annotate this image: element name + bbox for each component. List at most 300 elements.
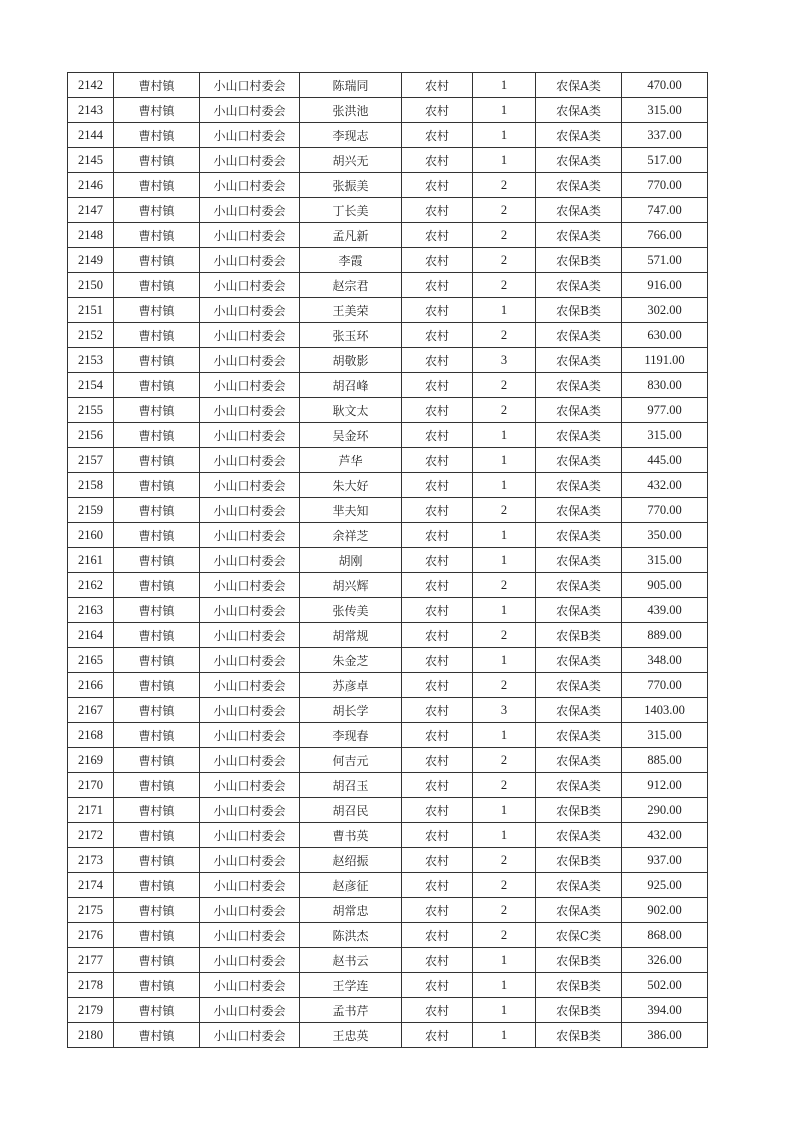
household-type-cell: 农村 — [402, 423, 473, 448]
category-cell: 农保A类 — [536, 898, 622, 923]
household-type-cell: 农村 — [402, 673, 473, 698]
table-row — [68, 798, 708, 823]
row-id-cell: 2161 — [68, 548, 114, 573]
household-type-cell: 农村 — [402, 173, 473, 198]
person-count-cell: 2 — [473, 273, 536, 298]
category-cell: 农保A类 — [536, 573, 622, 598]
table-row — [68, 848, 708, 873]
row-id-cell: 2170 — [68, 773, 114, 798]
village-cell: 小山口村委会 — [200, 623, 300, 648]
row-id-cell: 2174 — [68, 873, 114, 898]
row-id-cell: 2176 — [68, 923, 114, 948]
person-count-cell: 2 — [473, 573, 536, 598]
table-row — [68, 223, 708, 248]
row-id-cell: 2152 — [68, 323, 114, 348]
amount-cell: 517.00 — [622, 148, 708, 173]
name-cell: 胡召民 — [300, 798, 402, 823]
row-id-cell: 2166 — [68, 673, 114, 698]
village-cell: 小山口村委会 — [200, 673, 300, 698]
table-row — [68, 448, 708, 473]
name-cell: 吴金环 — [300, 423, 402, 448]
category-cell: 农保A类 — [536, 198, 622, 223]
row-id-cell: 2142 — [68, 73, 114, 98]
household-type-cell: 农村 — [402, 348, 473, 373]
person-count-cell: 2 — [473, 898, 536, 923]
amount-cell: 1403.00 — [622, 698, 708, 723]
name-cell: 芈夫知 — [300, 498, 402, 523]
village-cell: 小山口村委会 — [200, 498, 300, 523]
town-cell: 曹村镇 — [114, 173, 200, 198]
household-type-cell: 农村 — [402, 723, 473, 748]
name-cell: 孟凡新 — [300, 223, 402, 248]
category-cell: 农保A类 — [536, 548, 622, 573]
amount-cell: 432.00 — [622, 473, 708, 498]
person-count-cell: 3 — [473, 698, 536, 723]
amount-cell: 770.00 — [622, 173, 708, 198]
name-cell: 张振美 — [300, 173, 402, 198]
name-cell: 胡长学 — [300, 698, 402, 723]
name-cell: 胡召玉 — [300, 773, 402, 798]
amount-cell: 925.00 — [622, 873, 708, 898]
table-row — [68, 748, 708, 773]
row-id-cell: 2155 — [68, 398, 114, 423]
row-id-cell: 2153 — [68, 348, 114, 373]
name-cell: 张传美 — [300, 598, 402, 623]
amount-cell: 902.00 — [622, 898, 708, 923]
table-row — [68, 423, 708, 448]
name-cell: 胡兴无 — [300, 148, 402, 173]
amount-cell: 439.00 — [622, 598, 708, 623]
town-cell: 曹村镇 — [114, 73, 200, 98]
table-row — [68, 573, 708, 598]
table-row — [68, 298, 708, 323]
row-id-cell: 2151 — [68, 298, 114, 323]
row-id-cell: 2158 — [68, 473, 114, 498]
row-id-cell: 2175 — [68, 898, 114, 923]
person-count-cell: 1 — [473, 648, 536, 673]
person-count-cell: 2 — [473, 198, 536, 223]
amount-cell: 912.00 — [622, 773, 708, 798]
name-cell: 李现志 — [300, 123, 402, 148]
table-row — [68, 248, 708, 273]
table-row — [68, 323, 708, 348]
row-id-cell: 2145 — [68, 148, 114, 173]
category-cell: 农保A类 — [536, 123, 622, 148]
village-cell: 小山口村委会 — [200, 973, 300, 998]
row-id-cell: 2162 — [68, 573, 114, 598]
village-cell: 小山口村委会 — [200, 773, 300, 798]
household-type-cell: 农村 — [402, 748, 473, 773]
table-row — [68, 923, 708, 948]
category-cell: 农保B类 — [536, 848, 622, 873]
table-body — [68, 73, 708, 1048]
row-id-cell: 2144 — [68, 123, 114, 148]
category-cell: 农保B类 — [536, 973, 622, 998]
person-count-cell: 2 — [473, 848, 536, 873]
row-id-cell: 2172 — [68, 823, 114, 848]
town-cell: 曹村镇 — [114, 698, 200, 723]
amount-cell: 630.00 — [622, 323, 708, 348]
table-row — [68, 723, 708, 748]
table-row — [68, 373, 708, 398]
town-cell: 曹村镇 — [114, 823, 200, 848]
table-row — [68, 648, 708, 673]
row-id-cell: 2157 — [68, 448, 114, 473]
row-id-cell: 2171 — [68, 798, 114, 823]
household-type-cell: 农村 — [402, 498, 473, 523]
person-count-cell: 1 — [473, 73, 536, 98]
category-cell: 农保A类 — [536, 598, 622, 623]
person-count-cell: 1 — [473, 123, 536, 148]
town-cell: 曹村镇 — [114, 248, 200, 273]
town-cell: 曹村镇 — [114, 773, 200, 798]
amount-cell: 766.00 — [622, 223, 708, 248]
household-type-cell: 农村 — [402, 898, 473, 923]
amount-cell: 977.00 — [622, 398, 708, 423]
household-type-cell: 农村 — [402, 773, 473, 798]
person-count-cell: 1 — [473, 523, 536, 548]
name-cell: 余祥芝 — [300, 523, 402, 548]
household-type-cell: 农村 — [402, 398, 473, 423]
household-type-cell: 农村 — [402, 798, 473, 823]
name-cell: 王学连 — [300, 973, 402, 998]
household-type-cell: 农村 — [402, 998, 473, 1023]
amount-cell: 348.00 — [622, 648, 708, 673]
household-type-cell: 农村 — [402, 1023, 473, 1048]
category-cell: 农保A类 — [536, 723, 622, 748]
household-type-cell: 农村 — [402, 648, 473, 673]
household-type-cell: 农村 — [402, 223, 473, 248]
name-cell: 王忠英 — [300, 1023, 402, 1048]
category-cell: 农保B类 — [536, 998, 622, 1023]
person-count-cell: 2 — [473, 498, 536, 523]
household-type-cell: 农村 — [402, 273, 473, 298]
village-cell: 小山口村委会 — [200, 1023, 300, 1048]
household-type-cell: 农村 — [402, 873, 473, 898]
village-cell: 小山口村委会 — [200, 248, 300, 273]
household-type-cell: 农村 — [402, 948, 473, 973]
village-cell: 小山口村委会 — [200, 548, 300, 573]
household-type-cell: 农村 — [402, 148, 473, 173]
household-type-cell: 农村 — [402, 198, 473, 223]
row-id-cell: 2147 — [68, 198, 114, 223]
category-cell: 农保A类 — [536, 748, 622, 773]
village-cell: 小山口村委会 — [200, 848, 300, 873]
table-row — [68, 473, 708, 498]
table-row — [68, 773, 708, 798]
category-cell: 农保A类 — [536, 148, 622, 173]
amount-cell: 386.00 — [622, 1023, 708, 1048]
category-cell: 农保A类 — [536, 523, 622, 548]
village-cell: 小山口村委会 — [200, 948, 300, 973]
household-type-cell: 农村 — [402, 448, 473, 473]
household-type-cell: 农村 — [402, 523, 473, 548]
amount-cell: 470.00 — [622, 73, 708, 98]
row-id-cell: 2146 — [68, 173, 114, 198]
village-cell: 小山口村委会 — [200, 523, 300, 548]
person-count-cell: 2 — [473, 173, 536, 198]
row-id-cell: 2148 — [68, 223, 114, 248]
person-count-cell: 1 — [473, 423, 536, 448]
person-count-cell: 2 — [473, 873, 536, 898]
category-cell: 农保A类 — [536, 473, 622, 498]
person-count-cell: 2 — [473, 748, 536, 773]
town-cell: 曹村镇 — [114, 898, 200, 923]
town-cell: 曹村镇 — [114, 873, 200, 898]
household-type-cell: 农村 — [402, 98, 473, 123]
row-id-cell: 2168 — [68, 723, 114, 748]
row-id-cell: 2165 — [68, 648, 114, 673]
household-type-cell: 农村 — [402, 323, 473, 348]
amount-cell: 905.00 — [622, 573, 708, 598]
village-cell: 小山口村委会 — [200, 273, 300, 298]
village-cell: 小山口村委会 — [200, 473, 300, 498]
town-cell: 曹村镇 — [114, 398, 200, 423]
town-cell: 曹村镇 — [114, 448, 200, 473]
person-count-cell: 1 — [473, 298, 536, 323]
town-cell: 曹村镇 — [114, 223, 200, 248]
village-cell: 小山口村委会 — [200, 998, 300, 1023]
person-count-cell: 3 — [473, 348, 536, 373]
category-cell: 农保B类 — [536, 948, 622, 973]
row-id-cell: 2179 — [68, 998, 114, 1023]
person-count-cell: 1 — [473, 598, 536, 623]
village-cell: 小山口村委会 — [200, 798, 300, 823]
amount-cell: 445.00 — [622, 448, 708, 473]
household-type-cell: 农村 — [402, 373, 473, 398]
category-cell: 农保A类 — [536, 73, 622, 98]
town-cell: 曹村镇 — [114, 923, 200, 948]
household-type-cell: 农村 — [402, 298, 473, 323]
category-cell: 农保B类 — [536, 248, 622, 273]
village-cell: 小山口村委会 — [200, 423, 300, 448]
village-cell: 小山口村委会 — [200, 923, 300, 948]
village-cell: 小山口村委会 — [200, 373, 300, 398]
name-cell: 李现春 — [300, 723, 402, 748]
table-row — [68, 973, 708, 998]
name-cell: 苏彦卓 — [300, 673, 402, 698]
row-id-cell: 2150 — [68, 273, 114, 298]
village-cell: 小山口村委会 — [200, 823, 300, 848]
name-cell: 孟书芹 — [300, 998, 402, 1023]
amount-cell: 337.00 — [622, 123, 708, 148]
category-cell: 农保A类 — [536, 223, 622, 248]
town-cell: 曹村镇 — [114, 198, 200, 223]
village-cell: 小山口村委会 — [200, 148, 300, 173]
row-id-cell: 2154 — [68, 373, 114, 398]
table-row — [68, 198, 708, 223]
row-id-cell: 2173 — [68, 848, 114, 873]
row-id-cell: 2160 — [68, 523, 114, 548]
town-cell: 曹村镇 — [114, 148, 200, 173]
table-row — [68, 623, 708, 648]
household-type-cell: 农村 — [402, 73, 473, 98]
row-id-cell: 2163 — [68, 598, 114, 623]
amount-cell: 502.00 — [622, 973, 708, 998]
table-row — [68, 98, 708, 123]
category-cell: 农保A类 — [536, 673, 622, 698]
town-cell: 曹村镇 — [114, 723, 200, 748]
person-count-cell: 2 — [473, 323, 536, 348]
person-count-cell: 1 — [473, 948, 536, 973]
table-row — [68, 998, 708, 1023]
person-count-cell: 2 — [473, 223, 536, 248]
name-cell: 芦华 — [300, 448, 402, 473]
name-cell: 何吉元 — [300, 748, 402, 773]
name-cell: 赵绍振 — [300, 848, 402, 873]
name-cell: 丁长美 — [300, 198, 402, 223]
amount-cell: 868.00 — [622, 923, 708, 948]
town-cell: 曹村镇 — [114, 423, 200, 448]
table-row — [68, 673, 708, 698]
person-count-cell: 1 — [473, 98, 536, 123]
village-cell: 小山口村委会 — [200, 648, 300, 673]
town-cell: 曹村镇 — [114, 98, 200, 123]
town-cell: 曹村镇 — [114, 998, 200, 1023]
table-row — [68, 898, 708, 923]
village-cell: 小山口村委会 — [200, 723, 300, 748]
village-cell: 小山口村委会 — [200, 98, 300, 123]
village-cell: 小山口村委会 — [200, 323, 300, 348]
amount-cell: 315.00 — [622, 98, 708, 123]
town-cell: 曹村镇 — [114, 598, 200, 623]
household-type-cell: 农村 — [402, 848, 473, 873]
category-cell: 农保A类 — [536, 498, 622, 523]
name-cell: 张玉环 — [300, 323, 402, 348]
row-id-cell: 2164 — [68, 623, 114, 648]
town-cell: 曹村镇 — [114, 648, 200, 673]
table-row — [68, 1023, 708, 1048]
category-cell: 农保A类 — [536, 173, 622, 198]
row-id-cell: 2149 — [68, 248, 114, 273]
amount-cell: 889.00 — [622, 623, 708, 648]
person-count-cell: 2 — [473, 248, 536, 273]
village-cell: 小山口村委会 — [200, 73, 300, 98]
category-cell: 农保B类 — [536, 1023, 622, 1048]
town-cell: 曹村镇 — [114, 973, 200, 998]
household-type-cell: 农村 — [402, 548, 473, 573]
amount-cell: 571.00 — [622, 248, 708, 273]
name-cell: 朱大好 — [300, 473, 402, 498]
table-row — [68, 698, 708, 723]
table-row — [68, 948, 708, 973]
amount-cell: 315.00 — [622, 548, 708, 573]
household-type-cell: 农村 — [402, 823, 473, 848]
household-type-cell: 农村 — [402, 473, 473, 498]
village-cell: 小山口村委会 — [200, 123, 300, 148]
village-cell: 小山口村委会 — [200, 198, 300, 223]
town-cell: 曹村镇 — [114, 298, 200, 323]
town-cell: 曹村镇 — [114, 523, 200, 548]
person-count-cell: 1 — [473, 998, 536, 1023]
name-cell: 胡敬影 — [300, 348, 402, 373]
table-row — [68, 123, 708, 148]
amount-cell: 937.00 — [622, 848, 708, 873]
category-cell: 农保A类 — [536, 348, 622, 373]
household-type-cell: 农村 — [402, 623, 473, 648]
amount-cell: 350.00 — [622, 523, 708, 548]
category-cell: 农保A类 — [536, 698, 622, 723]
row-id-cell: 2156 — [68, 423, 114, 448]
category-cell: 农保A类 — [536, 773, 622, 798]
person-count-cell: 2 — [473, 398, 536, 423]
person-count-cell: 1 — [473, 973, 536, 998]
town-cell: 曹村镇 — [114, 123, 200, 148]
category-cell: 农保A类 — [536, 98, 622, 123]
person-count-cell: 2 — [473, 673, 536, 698]
category-cell: 农保B类 — [536, 298, 622, 323]
amount-cell: 885.00 — [622, 748, 708, 773]
category-cell: 农保A类 — [536, 273, 622, 298]
amount-cell: 1191.00 — [622, 348, 708, 373]
town-cell: 曹村镇 — [114, 948, 200, 973]
table-row — [68, 873, 708, 898]
person-count-cell: 2 — [473, 923, 536, 948]
town-cell: 曹村镇 — [114, 673, 200, 698]
village-cell: 小山口村委会 — [200, 398, 300, 423]
amount-cell: 315.00 — [622, 723, 708, 748]
row-id-cell: 2159 — [68, 498, 114, 523]
name-cell: 陈瑞同 — [300, 73, 402, 98]
table-row — [68, 398, 708, 423]
name-cell: 李霞 — [300, 248, 402, 273]
name-cell: 赵宗君 — [300, 273, 402, 298]
row-id-cell: 2169 — [68, 748, 114, 773]
person-count-cell: 2 — [473, 773, 536, 798]
household-type-cell: 农村 — [402, 598, 473, 623]
village-cell: 小山口村委会 — [200, 448, 300, 473]
row-id-cell: 2177 — [68, 948, 114, 973]
table-row — [68, 523, 708, 548]
name-cell: 赵彦征 — [300, 873, 402, 898]
category-cell: 农保C类 — [536, 923, 622, 948]
name-cell: 陈洪杰 — [300, 923, 402, 948]
village-cell: 小山口村委会 — [200, 748, 300, 773]
name-cell: 胡兴辉 — [300, 573, 402, 598]
person-count-cell: 1 — [473, 148, 536, 173]
table-row — [68, 498, 708, 523]
name-cell: 胡常忠 — [300, 898, 402, 923]
person-count-cell: 2 — [473, 623, 536, 648]
person-count-cell: 1 — [473, 473, 536, 498]
village-cell: 小山口村委会 — [200, 898, 300, 923]
amount-cell: 394.00 — [622, 998, 708, 1023]
amount-cell: 830.00 — [622, 373, 708, 398]
category-cell: 农保A类 — [536, 423, 622, 448]
category-cell: 农保A类 — [536, 648, 622, 673]
household-type-cell: 农村 — [402, 973, 473, 998]
row-id-cell: 2143 — [68, 98, 114, 123]
amount-cell: 315.00 — [622, 423, 708, 448]
village-cell: 小山口村委会 — [200, 348, 300, 373]
person-count-cell: 1 — [473, 823, 536, 848]
village-cell: 小山口村委会 — [200, 873, 300, 898]
category-cell: 农保B类 — [536, 798, 622, 823]
town-cell: 曹村镇 — [114, 273, 200, 298]
amount-cell: 326.00 — [622, 948, 708, 973]
name-cell: 胡召峰 — [300, 373, 402, 398]
name-cell: 张洪池 — [300, 98, 402, 123]
village-cell: 小山口村委会 — [200, 298, 300, 323]
village-cell: 小山口村委会 — [200, 698, 300, 723]
name-cell: 胡刚 — [300, 548, 402, 573]
table-row — [68, 173, 708, 198]
village-cell: 小山口村委会 — [200, 173, 300, 198]
household-type-cell: 农村 — [402, 698, 473, 723]
name-cell: 耿文太 — [300, 398, 402, 423]
amount-cell: 432.00 — [622, 823, 708, 848]
person-count-cell: 1 — [473, 448, 536, 473]
